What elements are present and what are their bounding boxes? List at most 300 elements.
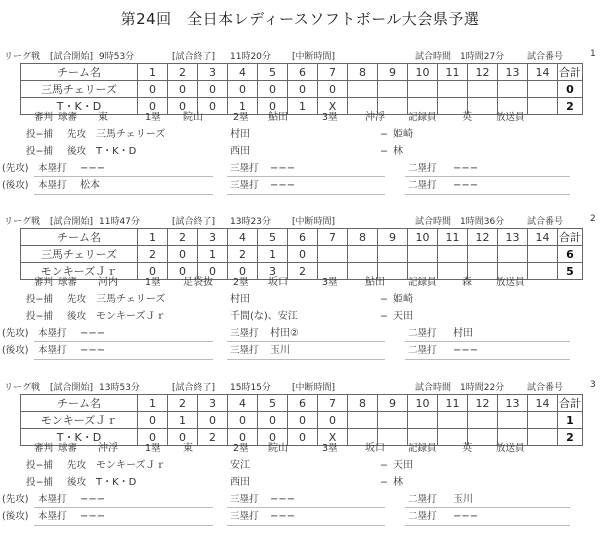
league-label: リーグ戦: [4, 217, 41, 227]
hr-label: 本塁打: [38, 511, 67, 522]
plate-umpire: 沖浮: [98, 443, 118, 454]
underline: [405, 176, 570, 177]
inning-header: 13: [498, 229, 528, 246]
inning-header: 10: [408, 395, 438, 412]
third-base-umpire: 沖浮: [365, 112, 385, 123]
inning-header: 13: [498, 395, 528, 412]
dash: −: [380, 294, 388, 305]
catcher-name: 姫崎: [393, 129, 413, 140]
bottom-paren-label: (後攻): [2, 180, 29, 191]
inning-score: [528, 246, 558, 263]
recorder-label: 記録員: [408, 443, 437, 454]
scoreboard-row-top: [21, 412, 583, 429]
inning-header: 4: [228, 229, 258, 246]
recorder-label: 記録員: [408, 277, 437, 288]
duration-value: 1時間22分: [460, 383, 505, 393]
double-players: −−−: [453, 511, 479, 522]
inning-score: 0: [168, 263, 198, 280]
battery-label: 投−捕: [26, 146, 53, 157]
bottom-label: 後攻: [67, 146, 87, 157]
double-players: −−−: [453, 180, 479, 191]
battery-team: モンキーズＪｒ: [96, 311, 166, 322]
league-label: リーグ戦: [4, 52, 41, 62]
inning-score: 1: [258, 246, 288, 263]
hr-label: 本塁打: [38, 345, 67, 356]
game-block: [0, 49, 600, 215]
underline: [405, 525, 570, 526]
top-paren-label: (先攻): [2, 163, 29, 174]
team-total: 1: [558, 412, 583, 429]
inning-header: 11: [438, 395, 468, 412]
hr-players: −−−: [80, 328, 106, 339]
bottom-label: 後攻: [67, 311, 87, 322]
inning-header: 12: [468, 229, 498, 246]
battery-team: 三馬チェリーズ: [96, 294, 166, 305]
inning-header: 3: [198, 395, 228, 412]
inning-header: 6: [288, 64, 318, 81]
plate-label: 球審: [58, 277, 78, 288]
announcer-label: 放送員: [496, 443, 525, 454]
hits-bottom-row: [0, 344, 600, 358]
underline: [227, 525, 385, 526]
team-name: T・K・D: [21, 98, 138, 115]
inning-header: 3: [198, 64, 228, 81]
double-label: 二塁打: [408, 511, 437, 522]
top-paren-label: (先攻): [2, 494, 29, 505]
underline: [227, 359, 385, 360]
double-label: 二塁打: [408, 163, 437, 174]
triple-label: 三塁打: [230, 345, 259, 356]
inning-score: 1: [228, 98, 258, 115]
game-number-label: 試合番号: [527, 217, 564, 227]
inning-header: 5: [258, 64, 288, 81]
team-header: チーム名: [21, 395, 138, 412]
inning-score: 0: [168, 429, 198, 446]
triple-label: 三塁打: [230, 163, 259, 174]
inning-header: 4: [228, 64, 258, 81]
triple-label: 三塁打: [230, 328, 259, 339]
hr-label: 本塁打: [38, 328, 67, 339]
team-header: チーム名: [21, 229, 138, 246]
inning-header: 2: [168, 229, 198, 246]
inning-score: 0: [288, 412, 318, 429]
first-base-umpire: 院山: [183, 112, 203, 123]
inning-header: 8: [348, 229, 378, 246]
umpire-label: 審判: [34, 277, 54, 288]
inning-score: 1: [288, 98, 318, 115]
battery-team: モンキーズＪｒ: [96, 460, 166, 471]
pitcher-name: 西田: [230, 477, 250, 488]
inning-score: 0: [168, 98, 198, 115]
inning-score: [468, 412, 498, 429]
inning-score: 1: [168, 412, 198, 429]
inning-score: 0: [288, 246, 318, 263]
start-label: [試合開始]: [50, 383, 94, 393]
duration-label: 試合時間: [415, 383, 452, 393]
inning-score: 2: [228, 246, 258, 263]
inning-score: 0: [198, 412, 228, 429]
inning-score: [408, 412, 438, 429]
inning-score: 0: [198, 98, 228, 115]
inning-score: 0: [138, 81, 168, 98]
game-block: [0, 380, 600, 546]
scoreboard-table: [20, 63, 583, 115]
team-name: 三馬チェリーズ: [21, 81, 138, 98]
catcher-name: 姫崎: [393, 294, 413, 305]
inning-header: 11: [438, 229, 468, 246]
plate-label: 球審: [58, 443, 78, 454]
inning-score: X: [318, 98, 348, 115]
battery-top-row: [0, 293, 600, 307]
inning-score: [438, 246, 468, 263]
dash: −: [380, 460, 388, 471]
underline: [227, 341, 385, 342]
underline: [34, 194, 213, 195]
inning-score: [318, 246, 348, 263]
hits-bottom-row: [0, 179, 600, 193]
inning-score: 0: [258, 98, 288, 115]
underline: [34, 341, 213, 342]
second-base-umpire: 坂口: [268, 277, 288, 288]
underline: [405, 507, 570, 508]
scoreboard-header-row: [21, 64, 583, 81]
inning-header: 6: [288, 395, 318, 412]
inning-score: 0: [318, 81, 348, 98]
inning-header: 1: [138, 229, 168, 246]
bottom-label: 後攻: [67, 477, 87, 488]
third-base-label: 3塁: [322, 443, 338, 454]
inning-score: [498, 412, 528, 429]
battery-label: 投−捕: [26, 311, 53, 322]
hits-top-row: [0, 162, 600, 176]
hr-players: −−−: [80, 163, 106, 174]
inning-header: 14: [528, 229, 558, 246]
game-number-label: 試合番号: [527, 52, 564, 62]
inning-score: X: [318, 429, 348, 446]
team-total: 0: [558, 81, 583, 98]
underline: [227, 194, 385, 195]
inning-score: [408, 81, 438, 98]
inning-header: 9: [378, 64, 408, 81]
catcher-name: 天田: [393, 460, 413, 471]
inning-header: 11: [438, 64, 468, 81]
league-label: リーグ戦: [4, 383, 41, 393]
inning-score: [528, 412, 558, 429]
inning-header: 14: [528, 64, 558, 81]
inning-header: 12: [468, 395, 498, 412]
double-label: 二塁打: [408, 494, 437, 505]
end-label: [試合終了]: [172, 217, 216, 227]
inning-header: 6: [288, 229, 318, 246]
game-header: [0, 380, 600, 394]
inning-header: 2: [168, 395, 198, 412]
underline: [405, 341, 570, 342]
inning-score: 2: [198, 429, 228, 446]
battery-bottom-row: [0, 145, 600, 159]
scoreboard-header-row: [21, 229, 583, 246]
double-players: 村田: [453, 328, 473, 339]
inning-header: 7: [318, 395, 348, 412]
inning-header: 3: [198, 229, 228, 246]
inning-score: [378, 412, 408, 429]
inning-score: 0: [228, 429, 258, 446]
first-base-umpire: 足袋抜: [183, 277, 213, 288]
inning-header: 7: [318, 64, 348, 81]
bottom-paren-label: (後攻): [2, 345, 29, 356]
inning-header: 8: [348, 395, 378, 412]
inning-header: 10: [408, 229, 438, 246]
inning-score: 0: [138, 412, 168, 429]
inning-score: 0: [168, 81, 198, 98]
inning-score: [468, 246, 498, 263]
battery-top-row: [0, 459, 600, 473]
team-header: チーム名: [21, 64, 138, 81]
inning-header: 12: [468, 64, 498, 81]
plate-umpire: 東: [98, 112, 108, 123]
inning-score: 0: [258, 81, 288, 98]
double-players: −−−: [453, 345, 479, 356]
hr-label: 本塁打: [38, 180, 67, 191]
inning-header: 1: [138, 64, 168, 81]
hits-top-row: [0, 493, 600, 507]
underline: [227, 507, 385, 508]
first-base-label: 1塁: [145, 277, 161, 288]
inning-header: 4: [228, 395, 258, 412]
third-base-umpire: 鮎田: [365, 277, 385, 288]
hr-label: 本塁打: [38, 163, 67, 174]
battery-label: 投−捕: [26, 477, 53, 488]
inning-header: 5: [258, 229, 288, 246]
end-time: 13時23分: [230, 217, 271, 227]
inning-score: [468, 81, 498, 98]
pitcher-name: 西田: [230, 146, 250, 157]
game-number-label: 試合番号: [527, 383, 564, 393]
inning-score: [498, 246, 528, 263]
triple-players: −−−: [270, 494, 296, 505]
dash: −: [380, 311, 388, 322]
scoreboard-table: [20, 394, 583, 446]
suspend-label: [中断時間]: [292, 383, 336, 393]
start-time: 9時53分: [99, 52, 135, 62]
team-total: 2: [558, 429, 583, 446]
duration-value: 1時間27分: [460, 52, 505, 62]
second-base-label: 2塁: [233, 112, 249, 123]
second-base-umpire: 鮎田: [268, 112, 288, 123]
announcer-label: 放送員: [496, 112, 525, 123]
scoreboard-row-top: [21, 246, 583, 263]
top-label: 先攻: [67, 294, 87, 305]
triple-players: −−−: [270, 163, 296, 174]
inning-score: 0: [138, 98, 168, 115]
inning-score: 0: [228, 263, 258, 280]
inning-score: 0: [258, 429, 288, 446]
recorder-name: 英: [462, 112, 472, 123]
umpires-row: [0, 442, 600, 456]
inning-score: [438, 81, 468, 98]
inning-header: 9: [378, 229, 408, 246]
underline: [34, 359, 213, 360]
catcher-name: 天田: [393, 311, 413, 322]
bottom-paren-label: (後攻): [2, 511, 29, 522]
top-paren-label: (先攻): [2, 328, 29, 339]
game-number: 2: [590, 214, 596, 224]
triple-players: −−−: [270, 511, 296, 522]
inning-score: [498, 81, 528, 98]
team-total: 5: [558, 263, 583, 280]
first-base-umpire: 東: [183, 443, 193, 454]
hr-players: −−−: [80, 511, 106, 522]
inning-score: 0: [318, 412, 348, 429]
hr-players: −−−: [80, 494, 106, 505]
battery-label: 投−捕: [26, 129, 53, 140]
inning-score: 0: [138, 263, 168, 280]
triple-label: 三塁打: [230, 494, 259, 505]
start-time: 13時53分: [99, 383, 140, 393]
duration-value: 1時間36分: [460, 217, 505, 227]
catcher-name: 林: [393, 146, 403, 157]
inning-header: 7: [318, 229, 348, 246]
inning-score: 0: [288, 81, 318, 98]
triple-players: −−−: [270, 180, 296, 191]
triple-label: 三塁打: [230, 180, 259, 191]
underline: [405, 194, 570, 195]
umpire-label: 審判: [34, 443, 54, 454]
catcher-name: 林: [393, 477, 403, 488]
inning-score: [378, 81, 408, 98]
pitcher-name: 村田: [230, 129, 250, 140]
recorder-label: 記録員: [408, 112, 437, 123]
end-time: 15時15分: [230, 383, 271, 393]
inning-header: 10: [408, 64, 438, 81]
hits-top-row: [0, 327, 600, 341]
recorder-name: 森: [462, 277, 472, 288]
inning-score: [348, 81, 378, 98]
page-title: 第24回 全日本レディースソフトボール大会県予選: [120, 10, 480, 28]
inning-header: 9: [378, 395, 408, 412]
start-time: 11時47分: [99, 217, 140, 227]
hr-players: −−−: [80, 345, 106, 356]
inning-score: 3: [258, 263, 288, 280]
inning-header: 13: [498, 64, 528, 81]
third-base-label: 3塁: [322, 112, 338, 123]
double-label: 二塁打: [408, 180, 437, 191]
suspend-label: [中断時間]: [292, 52, 336, 62]
inning-score: 0: [198, 263, 228, 280]
inning-header: 14: [528, 395, 558, 412]
triple-players: 玉川: [270, 345, 290, 356]
team-name: 三馬チェリーズ: [21, 246, 138, 263]
game-header: [0, 49, 600, 63]
inning-score: [438, 412, 468, 429]
scoreboard-table: [20, 228, 583, 280]
end-label: [試合終了]: [172, 52, 216, 62]
game-number: 3: [590, 380, 596, 390]
duration-label: 試合時間: [415, 217, 452, 227]
battery-bottom-row: [0, 310, 600, 324]
inning-score: 0: [198, 81, 228, 98]
announcer-label: 放送員: [496, 277, 525, 288]
team-name: モンキーズＪｒ: [21, 263, 138, 280]
umpire-label: 審判: [34, 112, 54, 123]
underline: [405, 359, 570, 360]
inning-score: 0: [228, 81, 258, 98]
start-label: [試合開始]: [50, 217, 94, 227]
battery-team: T・K・D: [96, 146, 137, 157]
scoreboard-row-top: [21, 81, 583, 98]
battery-top-row: [0, 128, 600, 142]
inning-score: 2: [138, 246, 168, 263]
double-players: 玉川: [453, 494, 473, 505]
pitcher-name: 安江: [230, 460, 250, 471]
team-name: T・K・D: [21, 429, 138, 446]
pitcher-name: 村田: [230, 294, 250, 305]
plate-label: 球審: [58, 112, 78, 123]
end-label: [試合終了]: [172, 383, 216, 393]
team-name: モンキーズＪｒ: [21, 412, 138, 429]
inning-header: 5: [258, 395, 288, 412]
umpires-row: [0, 111, 600, 125]
total-header: 合計: [559, 396, 581, 410]
hr-players: 松本: [80, 180, 100, 191]
top-label: 先攻: [67, 129, 87, 140]
second-base-label: 2塁: [233, 443, 249, 454]
inning-score: [348, 246, 378, 263]
inning-score: [378, 246, 408, 263]
battery-bottom-row: [0, 476, 600, 490]
battery-team: T・K・D: [96, 477, 137, 488]
double-label: 二塁打: [408, 328, 437, 339]
inning-score: [528, 81, 558, 98]
duration-label: 試合時間: [415, 52, 452, 62]
team-total: 6: [558, 246, 583, 263]
hits-bottom-row: [0, 510, 600, 524]
first-base-label: 1塁: [145, 443, 161, 454]
pitcher-name: 千間(な)、安江: [230, 311, 298, 322]
total-header: 合計: [559, 230, 581, 244]
dash: −: [380, 477, 388, 488]
inning-score: 0: [168, 246, 198, 263]
inning-score: [408, 246, 438, 263]
underline: [34, 176, 213, 177]
third-base-label: 3塁: [322, 277, 338, 288]
battery-team: 三馬チェリーズ: [96, 129, 166, 140]
inning-header: 8: [348, 64, 378, 81]
hr-label: 本塁打: [38, 494, 67, 505]
team-total: 2: [558, 98, 583, 115]
inning-score: 1: [198, 246, 228, 263]
suspend-label: [中断時間]: [292, 217, 336, 227]
second-base-umpire: 院山: [268, 443, 288, 454]
game-header: [0, 214, 600, 228]
inning-header: 2: [168, 64, 198, 81]
umpires-row: [0, 276, 600, 290]
inning-header: 1: [138, 395, 168, 412]
underline: [34, 507, 213, 508]
scoreboard-header-row: [21, 395, 583, 412]
plate-umpire: 河内: [98, 277, 118, 288]
underline: [34, 525, 213, 526]
inning-score: 0: [288, 429, 318, 446]
third-base-umpire: 坂口: [365, 443, 385, 454]
inning-score: 0: [138, 429, 168, 446]
inning-score: [348, 412, 378, 429]
end-time: 11時20分: [230, 52, 271, 62]
second-base-label: 2塁: [233, 277, 249, 288]
total-header: 合計: [559, 65, 581, 79]
battery-label: 投−捕: [26, 460, 53, 471]
battery-label: 投−捕: [26, 294, 53, 305]
triple-label: 三塁打: [230, 511, 259, 522]
